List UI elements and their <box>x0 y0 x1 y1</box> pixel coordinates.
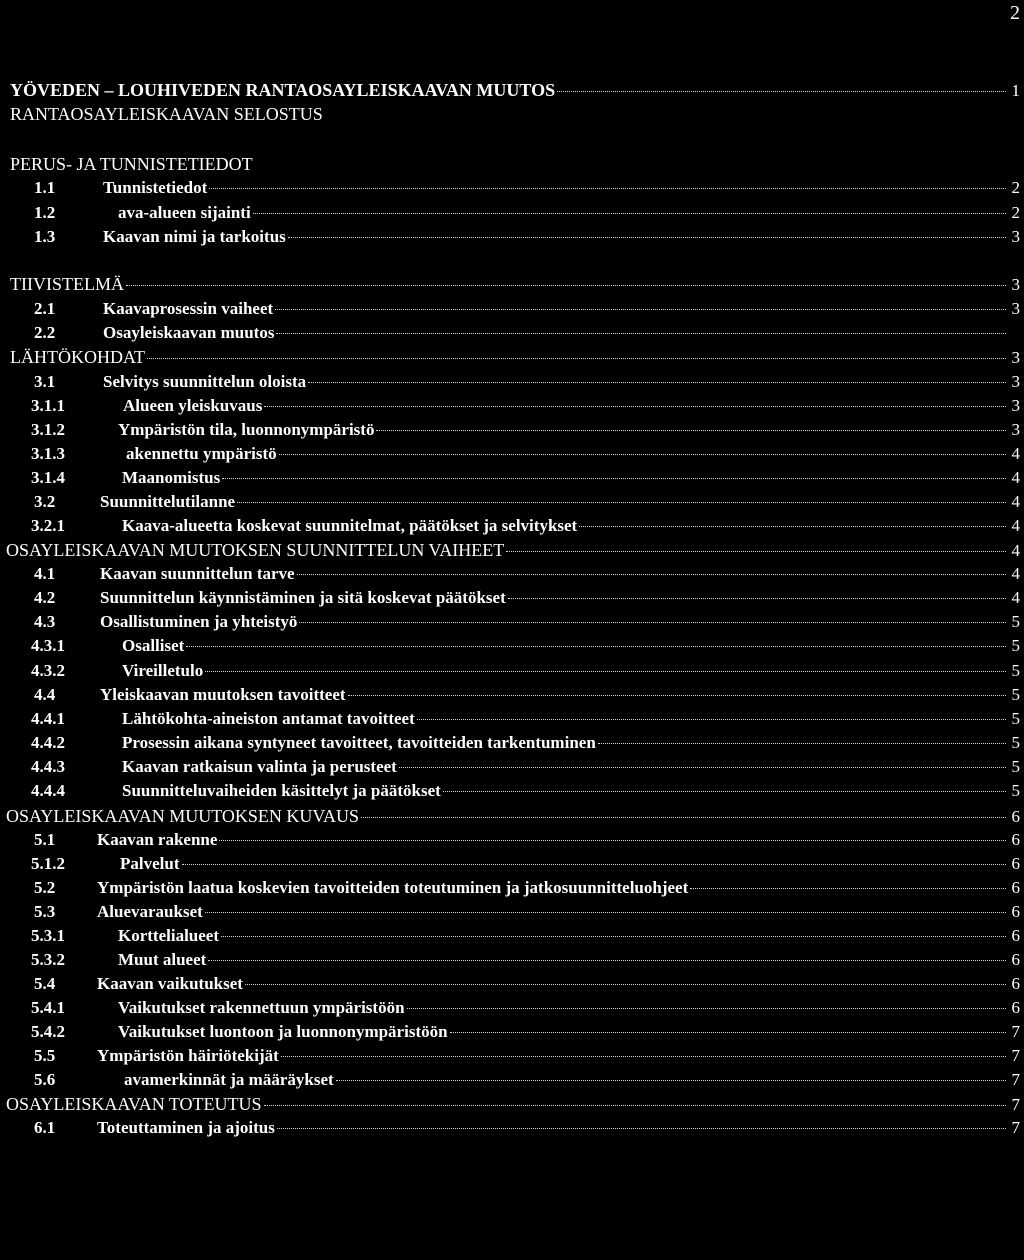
toc-entry-page: 2 <box>1011 178 1020 197</box>
toc-entry-title: Kaavaprosessin vaiheet <box>103 299 274 318</box>
dot-leader <box>508 598 1006 599</box>
dot-leader <box>275 309 1006 310</box>
toc-entry-number: 4.2 <box>34 588 56 607</box>
toc-entry-title: Osallistuminen ja yhteistyö <box>100 612 298 631</box>
toc-entry-title: PERUS- JA TUNNISTETIEDOT <box>10 154 253 174</box>
toc-entry-number: 5.6 <box>34 1070 56 1089</box>
toc-entry-title: avamerkinnät ja määräykset <box>124 1070 334 1089</box>
toc-entry[interactable] <box>0 661 1024 683</box>
toc-entry-title: TIIVISTELMÄ <box>10 274 124 294</box>
dot-leader <box>348 695 1006 696</box>
toc-entry[interactable] <box>0 974 1024 996</box>
dot-leader <box>336 1080 1006 1081</box>
toc-entry[interactable] <box>0 636 1024 658</box>
toc-entry-title: Ympäristön tila, luonnonympäristö <box>118 420 375 439</box>
toc-entry[interactable] <box>0 612 1024 634</box>
toc-entry-page: 5 <box>1011 636 1020 655</box>
dot-leader <box>297 574 1006 575</box>
toc-entry-page: 6 <box>1011 830 1020 849</box>
toc-entry-page: 5 <box>1011 661 1020 680</box>
toc-entry-page: 6 <box>1011 878 1020 897</box>
toc-entry-number: 1.1 <box>34 178 56 197</box>
dot-leader <box>209 188 1006 189</box>
toc-entry-title: Palvelut <box>120 854 180 873</box>
toc-entry-number: 4.1 <box>34 564 56 583</box>
toc-entry[interactable] <box>0 902 1024 924</box>
toc-entry[interactable] <box>0 227 1024 249</box>
toc-entry[interactable] <box>0 299 1024 321</box>
toc-entry-title: Aluevaraukset <box>97 902 203 921</box>
toc-entry[interactable] <box>0 781 1024 803</box>
toc-entry[interactable] <box>0 104 1024 126</box>
dot-leader <box>376 430 1006 431</box>
toc-entry-number: 4.4.1 <box>31 709 65 728</box>
dot-leader <box>690 888 1006 889</box>
dot-leader <box>208 960 1006 961</box>
toc-entry-page: 3 <box>1011 299 1020 318</box>
toc-entry-title: Selvitys suunnittelun oloista <box>103 372 307 391</box>
toc-entry[interactable] <box>0 372 1024 394</box>
dot-leader <box>186 646 1006 647</box>
dot-leader <box>399 767 1006 768</box>
toc-entry-page: 3 <box>1011 396 1020 415</box>
dot-leader <box>222 478 1006 479</box>
toc-entry-number: 3.1.3 <box>31 444 65 463</box>
toc-entry[interactable] <box>0 492 1024 514</box>
toc-entry-title: Osayleiskaavan muutos <box>103 323 275 342</box>
dot-leader <box>205 912 1006 913</box>
toc-entry-number: 5.3.1 <box>31 926 65 945</box>
page-number: 2 <box>1010 2 1020 24</box>
dot-leader <box>182 864 1007 865</box>
dot-leader <box>219 840 1006 841</box>
toc-entry-title: Suunnittelun käynnistäminen ja sitä koskevat päätökset <box>100 588 506 607</box>
toc-entry-title: Yleiskaavan muutoksen tavoitteet <box>100 685 346 704</box>
toc-entry-number: 3.2.1 <box>31 516 65 535</box>
toc-entry-page: 6 <box>1011 950 1020 969</box>
toc-entry-page: 7 <box>1011 1022 1020 1041</box>
dot-leader <box>264 1105 1006 1106</box>
toc-entry-title: Ympäristön häiriötekijät <box>97 1046 279 1065</box>
toc-entry[interactable] <box>0 1022 1024 1044</box>
dot-leader <box>237 502 1006 503</box>
toc-entry-title: OSAYLEISKAAVAN TOTEUTUS <box>6 1094 262 1114</box>
toc-entry-page: 5 <box>1011 685 1020 704</box>
toc-entry[interactable] <box>0 80 1024 102</box>
dot-leader <box>147 358 1006 359</box>
toc-entry-page: 3 <box>1011 420 1020 439</box>
dot-leader <box>361 817 1006 818</box>
toc-entry-page: 5 <box>1011 709 1020 728</box>
toc-entry[interactable] <box>0 1094 1024 1116</box>
toc-entry-number: 5.1.2 <box>31 854 65 873</box>
toc-entry-title: Vaikutukset luontoon ja luonnonympäristöön <box>118 1022 448 1041</box>
toc-entry-title: YÖVEDEN – LOUHIVEDEN RANTAOSAYLEISKAAVAN MUUTOS <box>10 80 556 100</box>
toc-entry[interactable] <box>0 588 1024 610</box>
dot-leader <box>579 526 1006 527</box>
toc-entry-title: Kaavan vaikutukset <box>97 974 243 993</box>
toc-entry[interactable] <box>0 540 1024 562</box>
toc-entry[interactable] <box>0 564 1024 586</box>
dot-leader <box>126 285 1006 286</box>
toc-entry[interactable] <box>0 950 1024 972</box>
toc-entry-number: 4.3 <box>34 612 56 631</box>
toc-entry-title: LÄHTÖKOHDAT <box>10 347 145 367</box>
toc-entry-page: 4 <box>1011 444 1020 463</box>
toc-entry-number: 2.2 <box>34 323 56 342</box>
toc-entry-page: 6 <box>1011 807 1020 826</box>
toc-entry-page: 6 <box>1011 926 1020 945</box>
toc-entry-page: 6 <box>1011 902 1020 921</box>
toc-entry-page: 5 <box>1011 612 1020 631</box>
toc-entry-title: Ympäristön laatua koskevien tavoitteiden toteutuminen ja jatkosuunnitteluohjeet <box>97 878 689 897</box>
toc-entry-title: Suunnitteluvaiheiden käsittelyt ja päätökset <box>122 781 441 800</box>
toc-entry-title: Kaavan ratkaisun valinta ja perusteet <box>122 757 397 776</box>
toc-entry[interactable] <box>0 420 1024 442</box>
toc-entry-title: Kaavan nimi ja tarkoitus <box>103 227 286 246</box>
toc-entry-title: Kaava-alueetta koskevat suunnitelmat, päätökset ja selvitykset <box>122 516 578 535</box>
toc-entry[interactable] <box>0 154 1024 176</box>
toc-entry-page: 4 <box>1011 588 1020 607</box>
toc-entry-title: RANTAOSAYLEISKAAVAN SELOSTUS <box>10 104 323 124</box>
toc-entry-number: 4.4.3 <box>31 757 65 776</box>
toc-entry-page: 1 <box>1011 81 1020 100</box>
toc-entry-page: 4 <box>1011 564 1020 583</box>
toc-entry-title: Vaikutukset rakennettuun ympäristöön <box>118 998 405 1017</box>
toc-entry-number: 3.2 <box>34 492 56 511</box>
toc-entry-page: 7 <box>1011 1118 1020 1137</box>
toc-entry[interactable] <box>0 444 1024 466</box>
toc-entry[interactable] <box>0 1046 1024 1068</box>
toc-entry-number: 4.3.1 <box>31 636 65 655</box>
toc-entry-page: 4 <box>1011 468 1020 487</box>
dot-leader <box>276 333 1006 334</box>
toc-entry-title: OSAYLEISKAAVAN MUUTOKSEN KUVAUS <box>6 806 360 826</box>
toc-entry-page: 3 <box>1011 348 1020 367</box>
toc-entry[interactable] <box>0 998 1024 1020</box>
toc-entry-page: 7 <box>1011 1095 1020 1114</box>
toc-entry-page: 2 <box>1011 203 1020 222</box>
toc-entry[interactable] <box>0 274 1024 296</box>
toc-entry[interactable] <box>0 854 1024 876</box>
toc-entry-number: 3.1.1 <box>31 396 65 415</box>
dot-leader <box>450 1032 1006 1033</box>
toc-entry-number: 4.4.2 <box>31 733 65 752</box>
toc-entry-title: Osalliset <box>122 636 185 655</box>
toc-entry-page: 3 <box>1011 227 1020 246</box>
toc-entry-title: Lähtökohta-aineiston antamat tavoitteet <box>122 709 415 728</box>
toc-entry-title: Prosessin aikana syntyneet tavoitteet, tavoitteiden tarkentuminen <box>122 733 596 752</box>
toc-entry[interactable] <box>0 178 1024 200</box>
toc-entry[interactable] <box>0 516 1024 538</box>
dot-leader <box>598 743 1006 744</box>
toc-entry[interactable] <box>0 709 1024 731</box>
toc-entry-title: akennettu ympäristö <box>126 444 277 463</box>
dot-leader <box>557 91 1006 92</box>
dot-leader <box>205 671 1006 672</box>
dot-leader <box>277 1128 1006 1129</box>
dot-leader <box>443 791 1006 792</box>
toc-entry-number: 6.1 <box>34 1118 56 1137</box>
dot-leader <box>264 406 1006 407</box>
toc-entry-number: 5.4 <box>34 974 56 993</box>
dot-leader <box>308 382 1006 383</box>
toc-entry[interactable] <box>0 733 1024 755</box>
toc-entry-number: 3.1.4 <box>31 468 65 487</box>
dot-leader <box>253 213 1006 214</box>
toc-entry[interactable] <box>0 830 1024 852</box>
toc-entry-title: Kaavan suunnittelun tarve <box>100 564 295 583</box>
toc-entry-number: 5.4.2 <box>31 1022 65 1041</box>
toc-entry[interactable] <box>0 1118 1024 1140</box>
dot-leader <box>281 1056 1006 1057</box>
toc-entry[interactable] <box>0 685 1024 707</box>
toc-entry-page: 4 <box>1011 492 1020 511</box>
toc-entry-title: ava-alueen sijainti <box>118 203 251 222</box>
toc-entry-title: Toteuttaminen ja ajoitus <box>97 1118 275 1137</box>
toc-entry-page: 6 <box>1011 998 1020 1017</box>
toc-entry-page: 5 <box>1011 757 1020 776</box>
dot-leader <box>299 622 1006 623</box>
toc-entry-page: 5 <box>1011 781 1020 800</box>
toc-entry-title: Korttelialueet <box>118 926 220 945</box>
toc-entry[interactable] <box>0 323 1024 345</box>
toc-entry-number: 3.1.2 <box>31 420 65 439</box>
toc-entry-number: 2.1 <box>34 299 56 318</box>
toc-entry[interactable] <box>0 806 1024 828</box>
toc-entry-title: Kaavan rakenne <box>97 830 218 849</box>
toc-entry-title: Suunnittelutilanne <box>100 492 236 511</box>
toc-entry-page: 5 <box>1011 733 1020 752</box>
toc-entry[interactable] <box>0 347 1024 369</box>
toc-entry-number: 5.2 <box>34 878 56 897</box>
toc-entry[interactable] <box>0 203 1024 225</box>
toc-entry-page: 4 <box>1011 541 1020 560</box>
dot-leader <box>288 237 1006 238</box>
toc-entry-number: 1.2 <box>34 203 56 222</box>
toc-entry-page: 7 <box>1011 1070 1020 1089</box>
toc-entry[interactable] <box>0 757 1024 779</box>
toc-entry-number: 3.1 <box>34 372 56 391</box>
dot-leader <box>407 1008 1006 1009</box>
toc-entry-number: 4.3.2 <box>31 661 65 680</box>
toc-entry[interactable] <box>0 396 1024 418</box>
toc-entry-title: Vireilletulo <box>122 661 204 680</box>
toc-entry-number: 5.1 <box>34 830 56 849</box>
toc-entry-page: 7 <box>1011 1046 1020 1065</box>
toc-entry-number: 5.4.1 <box>31 998 65 1017</box>
toc-entry-page: 6 <box>1011 974 1020 993</box>
toc-entry[interactable] <box>0 926 1024 948</box>
toc-entry-page: 3 <box>1011 372 1020 391</box>
toc-entry-page: 4 <box>1011 516 1020 535</box>
toc-entry-number: 4.4.4 <box>31 781 65 800</box>
toc-entry-number: 1.3 <box>34 227 56 246</box>
toc-entry-title: Maanomistus <box>122 468 221 487</box>
dot-leader <box>417 719 1006 720</box>
toc-entry[interactable] <box>0 468 1024 490</box>
dot-leader <box>221 936 1006 937</box>
toc-entry[interactable] <box>0 878 1024 900</box>
dot-leader <box>506 551 1006 552</box>
toc-entry-number: 5.3 <box>34 902 56 921</box>
toc-entry-number: 5.5 <box>34 1046 56 1065</box>
toc-entry-number: 4.4 <box>34 685 56 704</box>
toc-entry-title: OSAYLEISKAAVAN MUUTOKSEN SUUNNITTELUN VAIHEET <box>6 540 505 560</box>
toc-entry-page: 3 <box>1011 275 1020 294</box>
toc-entry-page: 6 <box>1011 854 1020 873</box>
toc-entry-title: Alueen yleiskuvaus <box>123 396 263 415</box>
toc-entry[interactable] <box>0 1070 1024 1092</box>
toc-entry-title: Tunnistetiedot <box>103 178 208 197</box>
dot-leader <box>279 454 1006 455</box>
toc-entry-title: Muut alueet <box>118 950 207 969</box>
dot-leader <box>245 984 1006 985</box>
toc-entry-number: 5.3.2 <box>31 950 65 969</box>
